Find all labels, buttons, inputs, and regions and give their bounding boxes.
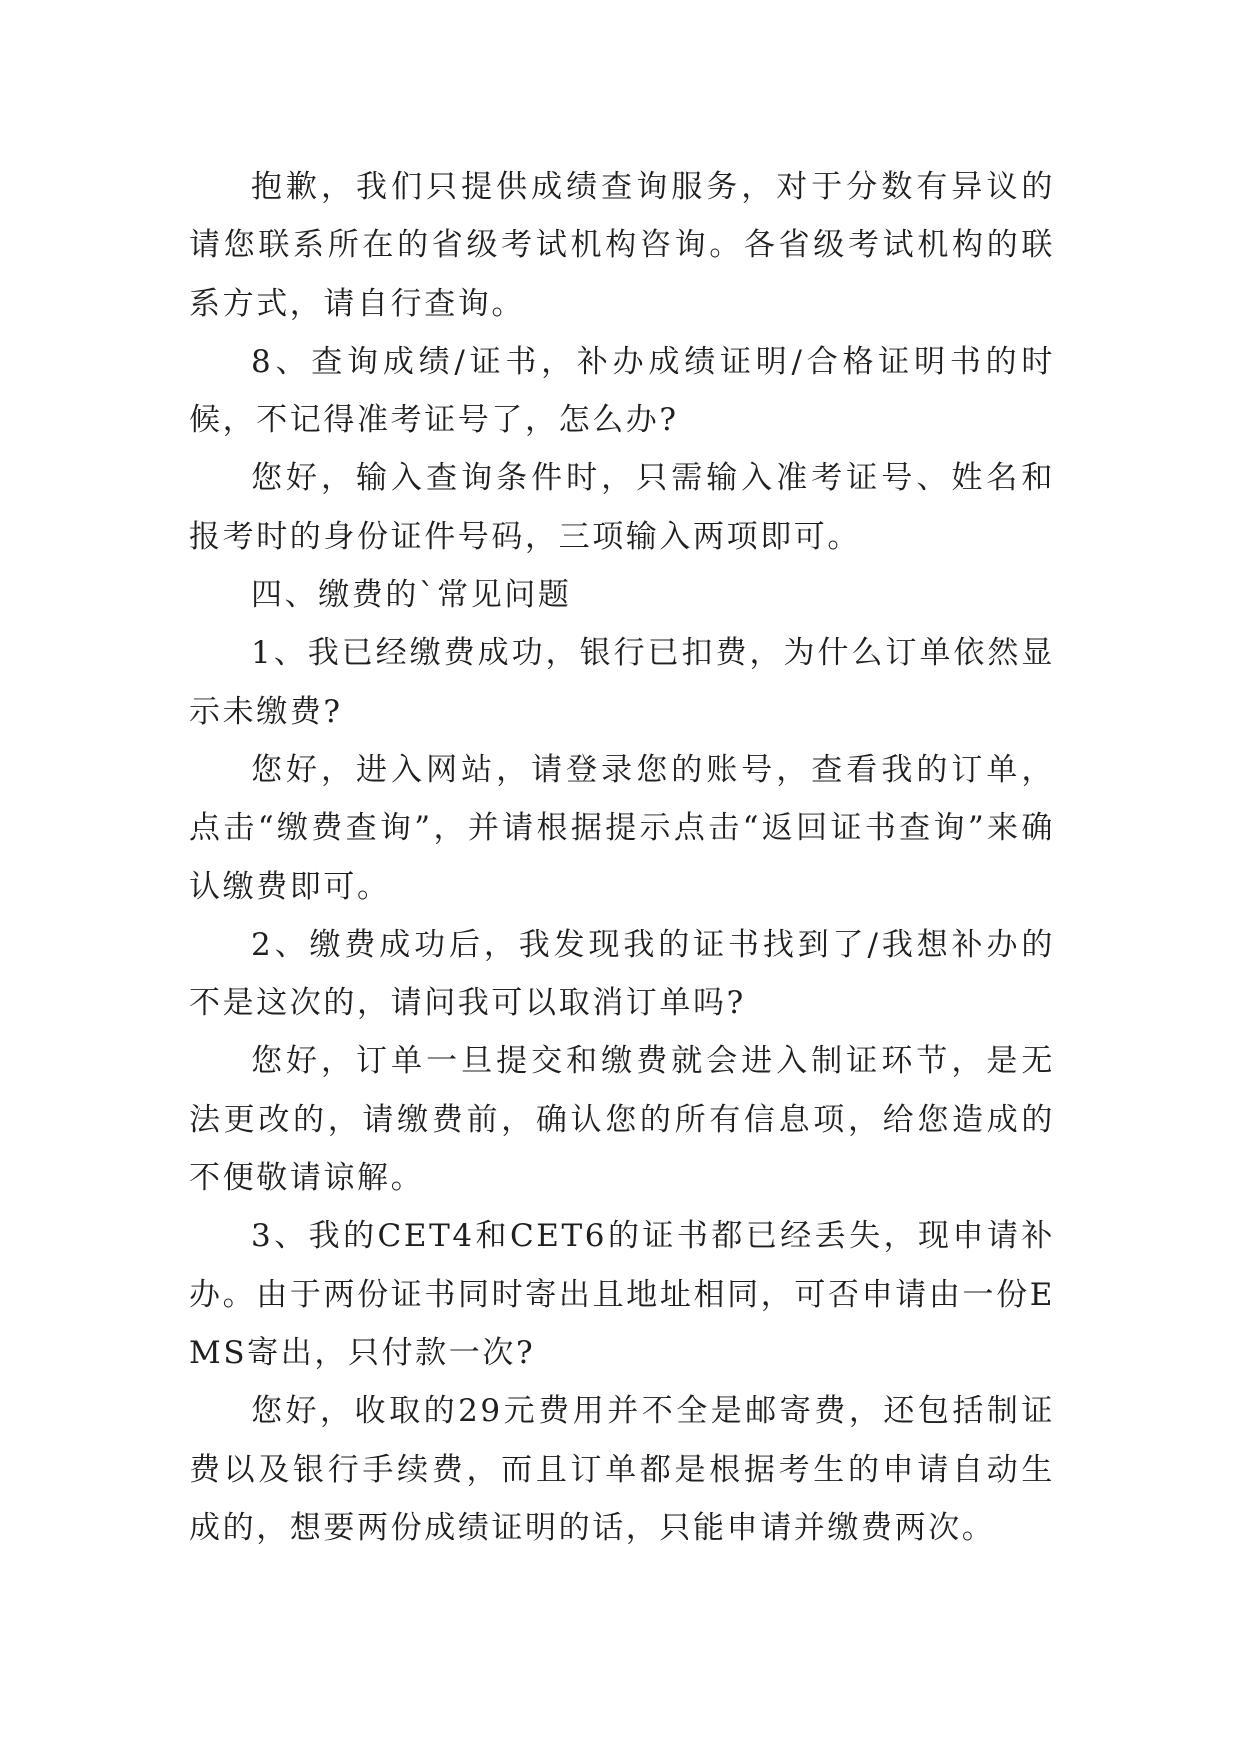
- section-heading-payment-faq: 四、缴费的`常见问题: [251, 577, 572, 614]
- paragraph-apology-contact-exam-authority: 抱歉，我们只提供成绩查询服务，对于分数有异议的请您联系所在的省级考试机构咨询。各省级考试机构的联系方式，请自行查询。: [189, 169, 1055, 322]
- question-1-order-shows-unpaid: 1、我已经缴费成功，银行已扣费，为什么订单依然显示未缴费?: [189, 635, 1055, 730]
- answer-2-cannot-change: 您好，订单一旦提交和缴费就会进入制证环节，是无法更改的，请缴费前，确认您的所有信息项，给您造成的不便敬请谅解。: [189, 1043, 1055, 1197]
- question-2-cancel-order: 2、缴费成功后，我发现我的证书找到了/我想补办的不是这次的，请问我可以取消订单吗?: [189, 926, 1055, 1022]
- question-8-forgot-admission-number: 8、查询成绩/证书，补办成绩证明/合格证明书的时候，不记得准考证号了，怎么办?: [189, 343, 1055, 439]
- answer-8-input-two-of-three: 您好，输入查询条件时，只需输入准考证号、姓名和报考时的身份证件号码，三项输入两项即可。: [189, 460, 1055, 555]
- answer-1-confirm-payment: 您好，进入网站，请登录您的账号，查看我的订单，点击“缴费查询”，并请根据提示点击“返回证书查询”来确认缴费即可。: [189, 751, 1055, 905]
- question-3-single-ems-shipment: 3、我的CET4和CET6的证书都已经丢失，现申请补办。由于两份证书同时寄出且地址相同，可否申请由一份EMS寄出，只付款一次?: [189, 1218, 1055, 1371]
- answer-3-pay-twice: 您好，收取的29元费用并不全是邮寄费，还包括制证费以及银行手续费，而且订单都是根据考生的申请自动生成的，想要两份成绩证明的话，只能申请并缴费两次。: [189, 1393, 1055, 1546]
- document-body: [189, 158, 1055, 1557]
